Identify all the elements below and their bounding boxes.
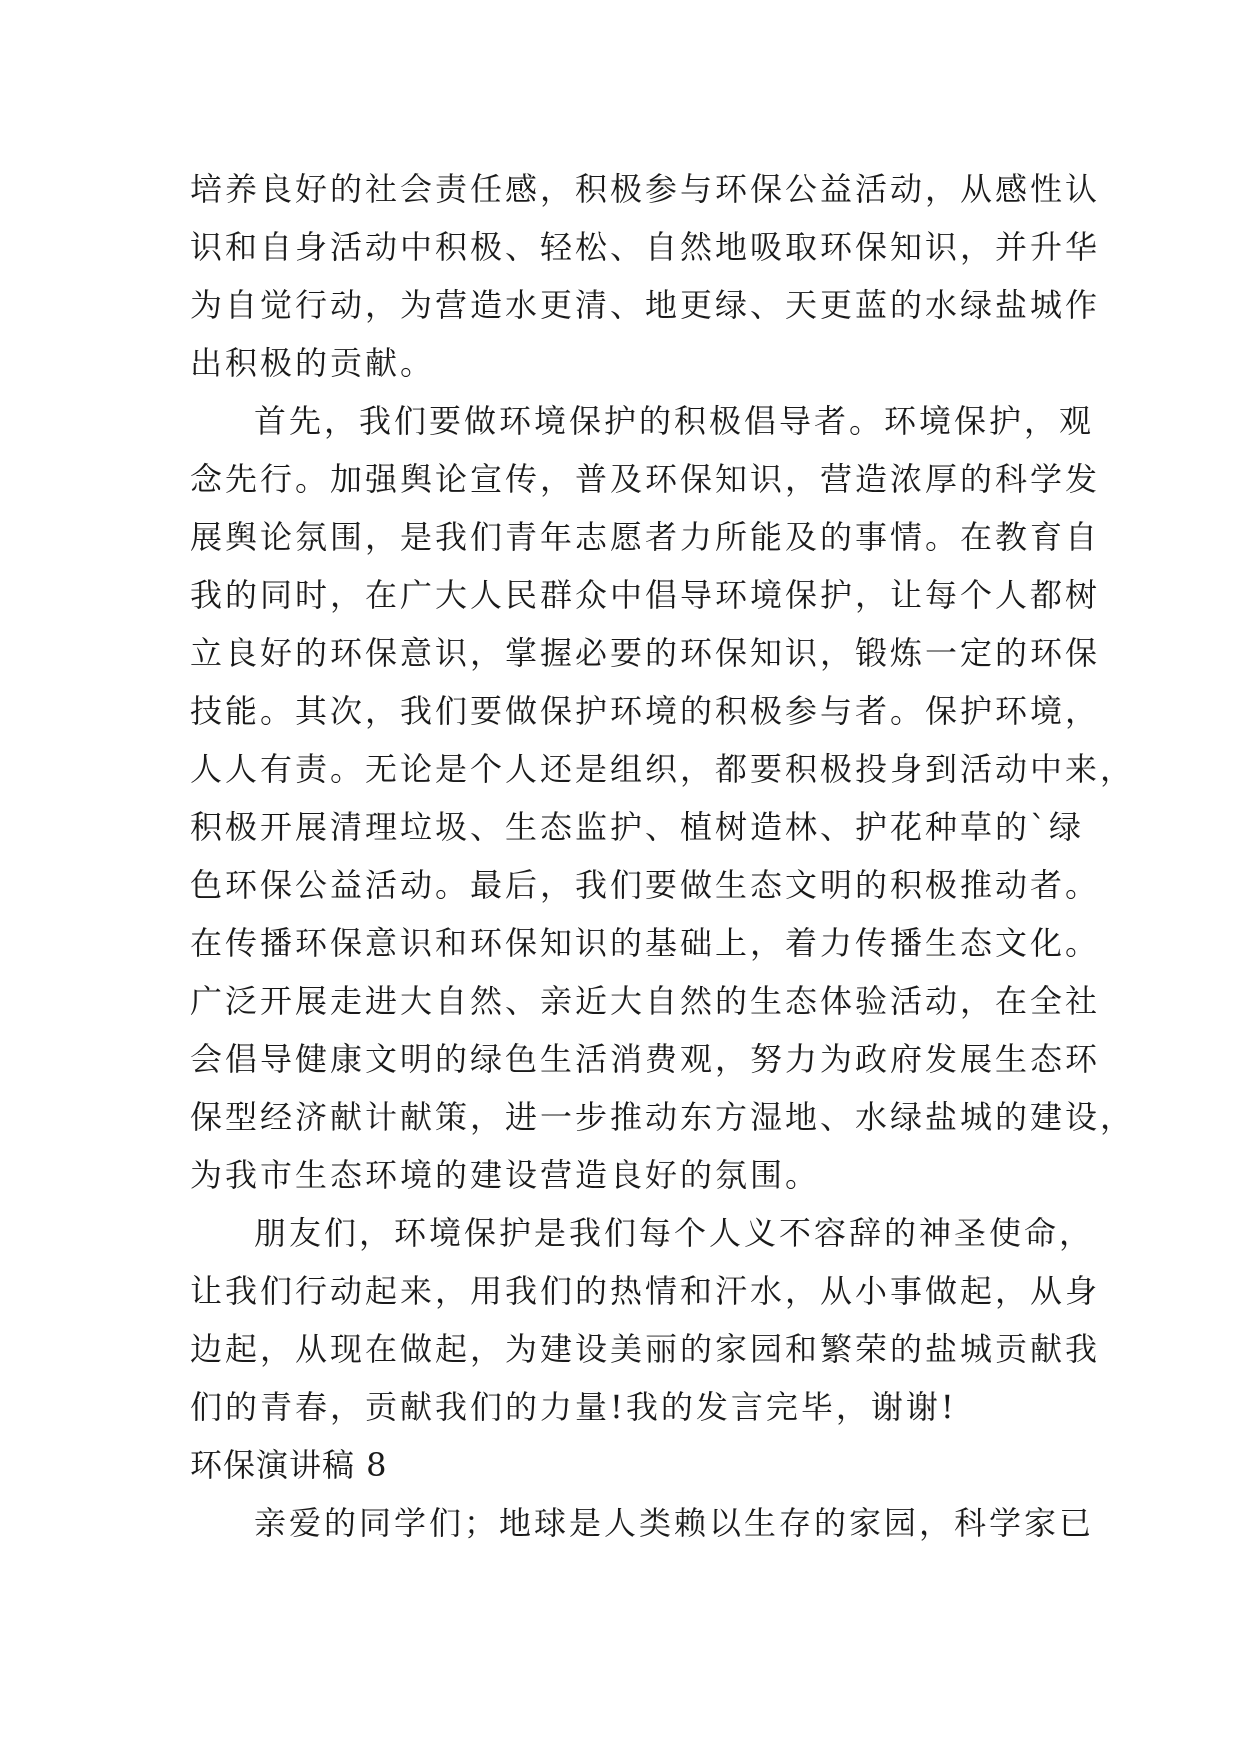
text-line: 出积极的贡献。 xyxy=(190,344,436,382)
paragraph-4 xyxy=(190,1494,1095,1552)
text-line: 首先，我们要做环境保护的积极倡导者。环境保护，观 xyxy=(254,402,1095,440)
paragraph-3 xyxy=(190,1204,1101,1436)
text-line: 立良好的环保意识，掌握必要的环保知识，锻炼一定的环保 xyxy=(190,634,1101,672)
text-line: 亲爱的同学们；地球是人类赖以生存的家园，科学家已 xyxy=(254,1504,1095,1542)
text-line: 色环保公益活动。最后，我们要做生态文明的积极推动者。 xyxy=(190,866,1101,904)
text-line: 保型经济献计献策，进一步推动东方湿地、水绿盐城的建设， xyxy=(190,1098,1136,1136)
text-line: 会倡导健康文明的绿色生活消费观，努力为政府发展生态环 xyxy=(190,1040,1101,1078)
paragraph-2 xyxy=(190,392,1136,1204)
text-line: 为我市生态环境的建设营造良好的氛围。 xyxy=(190,1156,821,1194)
paragraph-1 xyxy=(190,160,1101,392)
text-line: 朋友们，环境保护是我们每个人义不容辞的神圣使命， xyxy=(254,1214,1095,1252)
text-line: 在传播环保意识和环保知识的基础上，着力传播生态文化。 xyxy=(190,924,1101,962)
text-line: 为自觉行动，为营造水更清、地更绿、天更蓝的水绿盐城作 xyxy=(190,286,1101,324)
text-line: 人人有责。无论是个人还是组织，都要积极投身到活动中来， xyxy=(190,750,1136,788)
text-line: 识和自身活动中积极、轻松、自然地吸取环保知识，并升华 xyxy=(190,228,1101,266)
document-body xyxy=(190,160,1136,1552)
text-line: 边起，从现在做起，为建设美丽的家园和繁荣的盐城贡献我 xyxy=(190,1330,1101,1368)
text-line: 培养良好的社会责任感，积极参与环保公益活动，从感性认 xyxy=(190,170,1101,208)
text-line: 积极开展清理垃圾、生态监护、植树造林、护花种草的`绿 xyxy=(190,808,1085,846)
text-line: 让我们行动起来，用我们的热情和汗水，从小事做起，从身 xyxy=(190,1272,1101,1310)
text-line: 念先行。加强舆论宣传，普及环保知识，营造浓厚的科学发 xyxy=(190,460,1101,498)
text-line: 广泛开展走进大自然、亲近大自然的生态体验活动，在全社 xyxy=(190,982,1101,1020)
text-line: 我的同时，在广大人民群众中倡导环境保护，让每个人都树 xyxy=(190,576,1101,614)
text-line: 技能。其次，我们要做保护环境的积极参与者。保护环境， xyxy=(190,692,1101,730)
text-line: 们的青春，贡献我们的力量!我的发言完毕，谢谢! xyxy=(190,1388,957,1426)
text-line: 展舆论氛围，是我们青年志愿者力所能及的事情。在教育自 xyxy=(190,518,1101,556)
section-heading: 环保演讲稿 8 xyxy=(190,1446,388,1484)
